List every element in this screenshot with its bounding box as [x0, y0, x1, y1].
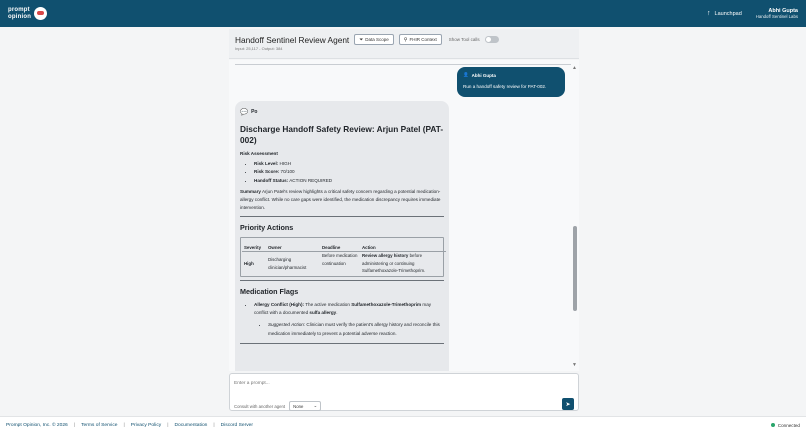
fhir-context-label: FHIR Context	[409, 37, 437, 42]
logo-mark-icon	[34, 7, 47, 20]
launchpad-label: Launchpad	[714, 10, 742, 17]
data-scope-label: Data Scope	[365, 37, 389, 42]
priority-table	[242, 244, 446, 275]
separator: |	[213, 422, 215, 428]
action-cell	[360, 252, 446, 275]
chat-bubble-icon: 💬	[240, 109, 249, 116]
separator: |	[73, 422, 76, 428]
summary	[240, 188, 444, 213]
user-name: Abhi Gupta	[768, 7, 798, 14]
risk-heading: Risk Assessment	[240, 151, 278, 156]
data-scope-button[interactable]	[354, 34, 394, 45]
copyright: Prompt Opinion, Inc. © 2026	[6, 422, 68, 428]
send-icon: ➤	[565, 401, 571, 408]
consult-row	[234, 401, 321, 411]
scrollbar-thumb[interactable]	[573, 226, 577, 311]
action-rest: before administering or continuing Sulfamethoxazole-Trimethoprim.	[362, 253, 426, 274]
show-tool-calls-label: Show Tool calls	[448, 37, 480, 42]
risk-value: 70/100	[279, 169, 295, 175]
discord-link[interactable]: Discord Server	[220, 422, 254, 428]
chevron-down-icon: ⌄	[313, 403, 318, 408]
separator: |	[167, 422, 169, 428]
suggested-label: Suggested Action:	[268, 322, 306, 328]
fhir-context-button[interactable]	[399, 34, 442, 45]
column-header: Action	[360, 244, 446, 252]
footer	[0, 416, 806, 433]
launchpad-button[interactable]	[707, 10, 742, 17]
flag-allergy: sulfa allergy	[309, 310, 337, 316]
scroll-up-icon[interactable]: ▲	[572, 65, 577, 71]
risk-label: Risk Score:	[254, 169, 280, 175]
token-info: Input: 25,117 - Output: 384	[235, 46, 283, 51]
column-header: Severity	[242, 244, 266, 252]
terms-link[interactable]: Terms of Service	[81, 422, 118, 428]
flag-text: The active medication	[304, 301, 352, 307]
owner-cell: Discharging clinician/pharmacist	[268, 257, 307, 270]
connection-status	[771, 423, 800, 428]
agent-message-name: Po	[251, 109, 258, 115]
user-message	[457, 67, 565, 97]
link-icon: ⚲	[403, 36, 408, 43]
column-header: Deadline	[320, 244, 360, 252]
divider	[240, 343, 444, 344]
list-item	[254, 160, 444, 168]
summary-label: Summary	[240, 188, 261, 194]
chat-scrollbar[interactable]	[573, 66, 577, 368]
action-bold: Review allergy history	[362, 253, 409, 259]
filter-icon: ⏷	[359, 36, 364, 43]
table-row	[242, 252, 446, 275]
priority-heading: Priority Actions	[240, 222, 294, 232]
severity-cell: High	[244, 260, 254, 266]
summary-text: Arjun Patel's review highlights a critical safety concern regarding a potential medication-allergy conflict. While no care gaps were identified, the medication discrepancy requires immediate intervention.	[240, 188, 441, 211]
flag-label: Allergy Conflict (High):	[254, 301, 305, 307]
risk-list	[254, 160, 444, 185]
risk-value: ACTION REQUIRED	[288, 177, 333, 183]
list-item	[254, 168, 444, 176]
logo-text	[8, 7, 31, 20]
agent-header	[229, 29, 579, 59]
flag-text: may conflict with a documented	[254, 301, 432, 316]
list-item	[254, 301, 444, 338]
separator: |	[123, 422, 125, 428]
report-title: Discharge Handoff Safety Review: Arjun Patel (PAT-002)	[240, 124, 444, 145]
user-org: Handoff Sentinel Labs	[755, 13, 798, 19]
user-message-name: Abhi Gupta	[471, 72, 496, 78]
chat-area[interactable]	[229, 60, 579, 371]
risk-value: HIGH	[278, 161, 292, 166]
table-header-row	[242, 244, 446, 252]
privacy-link[interactable]: Privacy Policy	[130, 422, 162, 428]
deadline-cell: Before medication continuation	[322, 253, 358, 266]
flags-list	[254, 301, 444, 338]
column-header: Owner	[266, 244, 320, 252]
scroll-down-icon[interactable]: ▼	[572, 362, 577, 368]
show-tool-calls-toggle[interactable]	[485, 36, 499, 43]
flag-medication: Sulfamethoxazole-Trimethoprim	[351, 301, 422, 307]
app-logo[interactable]	[8, 7, 47, 20]
divider	[240, 280, 444, 281]
flags-heading: Medication Flags	[240, 286, 299, 296]
connection-status-label: Connected	[777, 422, 800, 428]
user-icon: 👤	[463, 72, 469, 77]
documentation-link[interactable]: Documentation	[174, 422, 208, 428]
status-dot-icon	[771, 423, 775, 427]
suggested-text: Clinician must verify the patient's allergy history and reconcile this medication immediately to prevent a potential adverse reaction.	[268, 322, 440, 336]
top-bar	[0, 0, 806, 27]
flag-text: .	[336, 310, 338, 316]
agent-message	[235, 101, 449, 371]
divider	[240, 216, 444, 217]
divider	[235, 64, 571, 65]
logo-line-2: opinion	[8, 13, 32, 20]
risk-label: Handoff Status:	[254, 177, 289, 183]
logo-line-1: prompt	[8, 7, 30, 13]
list-item	[254, 177, 444, 185]
priority-table-wrapper	[240, 237, 444, 277]
arrow-up-icon: ↑	[707, 10, 711, 17]
consult-value: None	[293, 403, 304, 409]
consult-label: Consult with another agent	[234, 403, 286, 409]
risk-label: Risk Level:	[254, 161, 279, 166]
user-message-text: Run a handoff safety review for PAT-002.	[463, 84, 547, 89]
send-button[interactable]	[562, 398, 574, 410]
consult-agent-select[interactable]	[289, 401, 321, 411]
composer	[229, 373, 579, 411]
agent-title: Handoff Sentinel Review Agent	[235, 34, 350, 45]
user-menu[interactable]	[756, 8, 798, 20]
prompt-input[interactable]	[234, 378, 564, 388]
list-item	[268, 321, 444, 338]
